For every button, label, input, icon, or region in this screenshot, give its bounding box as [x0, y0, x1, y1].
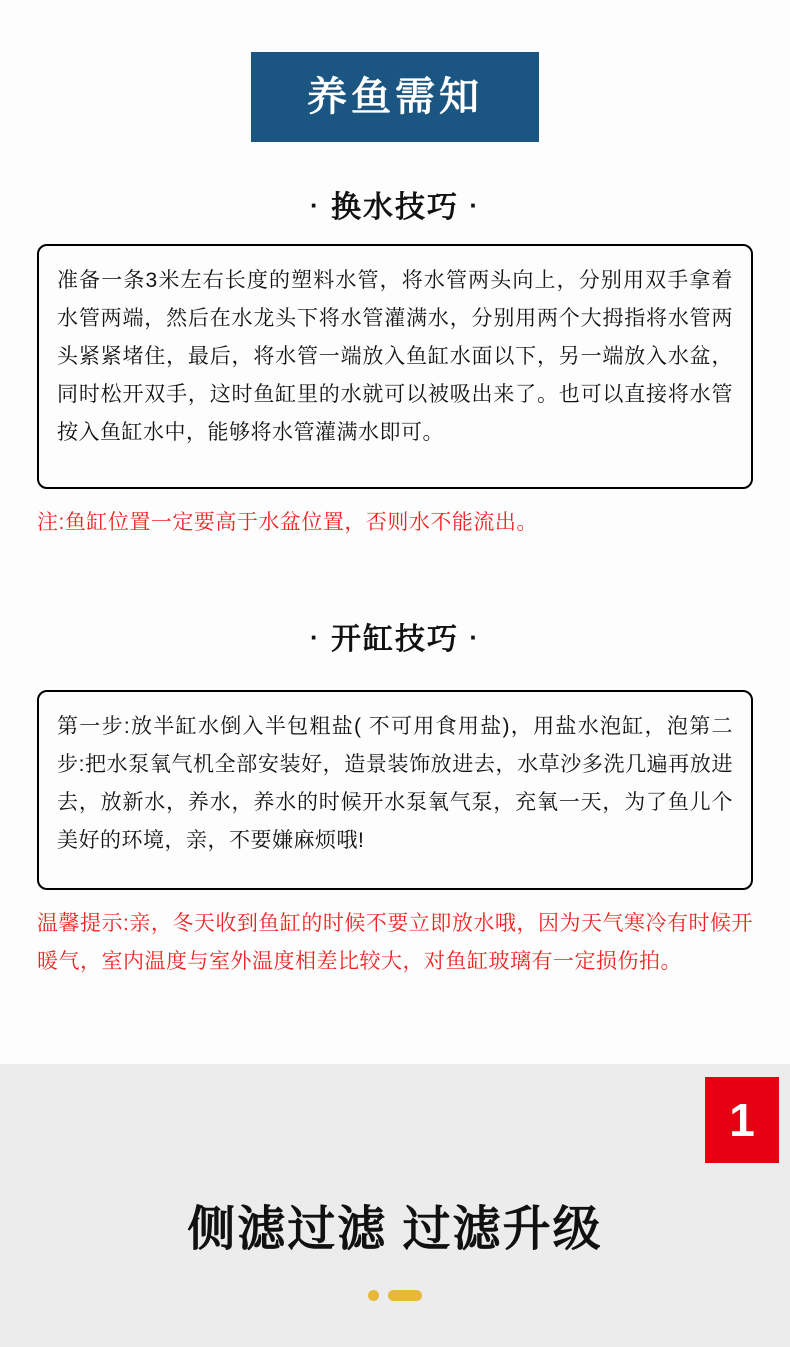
carousel-dot[interactable]	[368, 1290, 379, 1301]
step-badge	[705, 1077, 779, 1163]
water-change-note: 注:鱼缸位置一定要高于水盆位置，否则水不能流出。	[37, 511, 538, 534]
page-title-banner	[251, 52, 539, 142]
page-title: 养鱼需知	[307, 75, 483, 119]
tank-setup-body: 第一步:放半缸水倒入半包粗盐( 不可用食用盐)，用盐水泡缸，泡第二步:把水泵氧气机全部安装好，造景装饰放进去，水草沙多洗几遍再放进去，放新水，养水，养水的时候开水泵氧气泵，充氧一天，为了鱼儿个美好的环境，亲，不要嫌麻烦哦!	[57, 715, 733, 852]
carousel-dot-active[interactable]	[388, 1290, 422, 1301]
section-heading-tank-setup	[0, 614, 790, 658]
water-change-text-box	[37, 244, 753, 489]
tank-setup-note: 温馨提示:亲，冬天收到鱼缸的时候不要立即放水哦，因为天气寒冷有时候开暖气，室内温度与室外温度相差比较大，对鱼缸玻璃有一定损伤拍。	[37, 912, 753, 973]
step-badge-number: 1	[729, 1094, 755, 1146]
heading-dot-right: ·	[469, 622, 481, 652]
section-heading-water-change	[0, 182, 790, 226]
heading-dot-right: ·	[469, 190, 481, 220]
filter-feature-title: 侧滤过滤 过滤升级	[187, 1203, 603, 1256]
section-heading-tank-setup-label: 开缸技巧	[331, 623, 459, 656]
carousel-indicator[interactable]	[0, 1290, 790, 1301]
tank-setup-text-box	[37, 690, 753, 890]
water-change-body: 准备一条3米左右长度的塑料水管，将水管两头向上，分别用双手拿着水管两端，然后在水龙头下将水管灌满水，分别用两个大拇指将水管两头紧紧堵住，最后，将水管一端放入鱼缸水面以下，另一端放入水盆，同时松开双手，这时鱼缸里的水就可以被吸出来了。也可以直接将水管按入鱼缸水中，能够将水管灌满水即可。	[57, 269, 733, 444]
heading-dot-left: ·	[309, 622, 321, 652]
heading-dot-left: ·	[309, 190, 321, 220]
section-heading-water-change-label: 换水技巧	[331, 191, 459, 224]
